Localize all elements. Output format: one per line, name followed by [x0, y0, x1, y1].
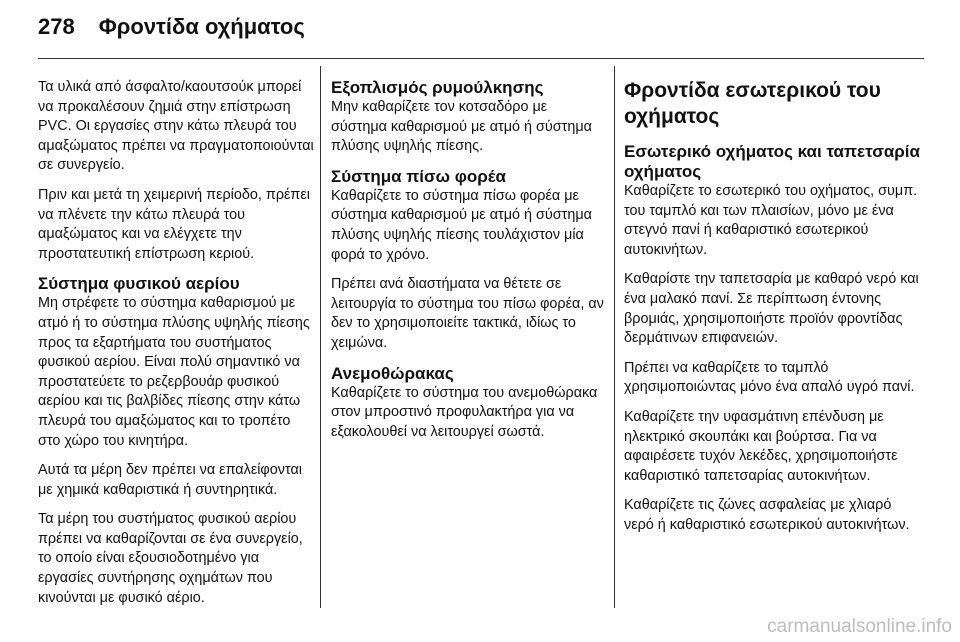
paragraph: Τα μέρη του συστήματος φυσικού αερίου πρέπει να καθαρίζονται σε ένα συνεργείο, το οποίο είναι εξουσιοδοτημένο για εργασίες συντήρησης οχημάτων που κινούνται με φυσικό αέριο. — [38, 511, 303, 606]
section-heading-rear-carrier: Σύστημα πίσω φορέα — [331, 166, 506, 186]
paragraph: Πρέπει ανά διαστήματα να θέτετε σε λειτουργία το σύστημα του πίσω φορέα, αν δεν το χρησιμοποιείτε τακτικά, ιδίως το χειμώνα. — [331, 276, 604, 351]
paragraph: Καθαρίζετε το σύστημα του ανεμοθώρακα στον μπροστινό προφυλακτήρα για να εξακολουθεί να λειτουργεί σωστά. — [331, 384, 598, 440]
page-header — [38, 14, 305, 48]
paragraph: Μη στρέφετε το σύστημα καθαρισμού με ατμό ή το σύστημα πλύσης υψηλής πίεσης προς τα εξαρτήματα του συστήματος φυσικού αερίου. Είναι πολύ σημαντικό να προστατεύετε το ρεζερβουάρ φυσικού αερίου και τις βαλβίδες πίεσης στην κάτω πλευρά του αμαξώματος και το τροπέτο στο χώρο του κινητήρα. — [38, 295, 310, 449]
paragraph: Καθαρίζετε τις ζώνες ασφαλείας με χλιαρό νερό ή καθαριστικό εσωτερικού αυτοκινήτων. — [624, 497, 910, 533]
chapter-heading-interior-care: Φροντίδα εσωτερικού του οχήματος — [624, 79, 881, 128]
paragraph: Μην καθαρίζετε τον κοτσαδόρο με σύστημα καθαρισμού με ατμό ή σύστημα πλύσης υψηλής πίεσης. — [331, 99, 592, 155]
paragraph: Καθαρίζετε το σύστημα πίσω φορέα με σύστημα καθαρισμού με ατμό ή σύστημα πλύσης υψηλής πίεσης τουλάχιστον μία φορά το χρόνο. — [331, 187, 592, 263]
paragraph: Καθαρίζετε το εσωτερικό του οχήματος, συμπ. του ταμπλό και των πλαισίων, μόνο με ένα στεγνό πανί ή καθαριστικό εσωτερικού αυτοκινήτων. — [624, 183, 918, 258]
paragraph: Καθαρίστε την ταπετσαρία με καθαρό νερό και ένα μαλακό πανί. Σε περίπτωση έντονης βρομιάς, χρησιμοποιήστε προϊόν φροντίδας δερμάτινων επιφανειών. — [624, 271, 919, 347]
column-divider — [614, 66, 615, 608]
section-heading-towing: Εξοπλισμός ρυμούλκησης — [331, 78, 544, 97]
column-divider — [320, 66, 321, 608]
watermark: carmanualsonline.info — [767, 616, 952, 637]
page-number: 278 — [38, 14, 75, 39]
column-2 — [331, 78, 607, 452]
paragraph: Πριν και μετά τη χειμερινή περίοδο, πρέπει να πλένετε την κάτω πλευρά του αμαξώματος και να ελέγχετε την προστατευτική επίστρωση κεριού. — [38, 186, 310, 262]
page-title: Φροντίδα οχήματος — [98, 14, 305, 39]
section-heading-gas-system: Σύστημα φυσικού αερίου — [38, 274, 240, 294]
paragraph: Καθαρίζετε την υφασμάτινη επένδυση με ηλεκτρικό σκουπάκι και βούρτσα. Για να αφαιρέσετε τυχόν λεκέδες, χρησιμοποιήστε καθαριστικό ταπετσαρίας αυτοκινήτων. — [624, 408, 898, 484]
column-1 — [38, 78, 314, 618]
paragraph: Τα υλικά από άσφαλτο/καουτσούκ μπορεί να προκαλέσουν ζημιά στην επίστρωση PVC. Οι εργασίες στην κάτω πλευρά του αμαξώματος πρέπει να πραγματοποιούνται σε συνεργείο. — [38, 79, 314, 174]
column-3 — [624, 78, 924, 546]
paragraph: Πρέπει να καθαρίζετε το ταμπλό χρησιμοποιώντας μόνο ένα απαλό υγρό πανί. — [624, 359, 915, 396]
section-heading-windshield: Ανεμοθώρακας — [331, 363, 454, 383]
section-heading-interior-upholstery: Εσωτερικό οχήματος και ταπετσαρία οχήματος — [624, 142, 920, 181]
header-rule — [38, 58, 924, 59]
paragraph: Αυτά τα μέρη δεν πρέπει να επαλείφονται με χημικά καθαριστικά ή συντηρητικά. — [38, 462, 302, 498]
